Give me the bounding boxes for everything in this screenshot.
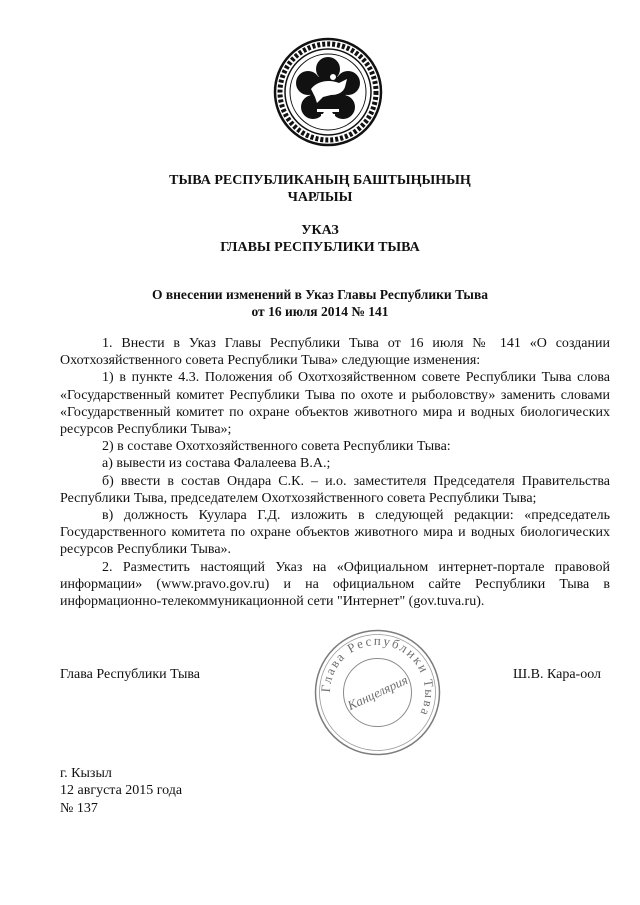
decree-title-line1: УКАЗ	[301, 223, 339, 238]
paragraph: 2) в составе Охотхозяйственного совета Республики Тыва:	[102, 439, 451, 455]
office-stamp	[310, 625, 445, 760]
decree-subject	[0, 286, 640, 320]
decree-subject-line1: О внесении изменений в Указ Главы Республики Тыва	[151, 287, 488, 302]
stamp-inner-text: Канцелярия	[345, 672, 410, 713]
paragraph: а) вывести из состава Фалалеева В.А.;	[102, 456, 331, 472]
decree-footer	[60, 765, 182, 817]
issue-date: 12 августа 2015 года	[60, 783, 183, 799]
paragraph: в) должность Куулара Г.Д. изложить в следующей редакции: «председатель Государственного комитета по охране объектов животного мира и водных биологических ресурсов Республики Тыва».	[60, 508, 610, 558]
decree-number: № 137	[60, 800, 98, 816]
decree-body	[60, 335, 610, 610]
republic-of-tuva-emblem-icon	[273, 37, 383, 147]
decree-title	[0, 222, 640, 256]
signatory-position: Глава Республики Тыва	[60, 667, 201, 682]
paragraph: 1. Внести в Указ Главы Республики Тыва от 16 июля № 141 «О создании Охотхозяйственного совета Республики Тыва» следующие изменения:	[60, 336, 610, 369]
decree-subject-line2: от 16 июля 2014 № 141	[251, 304, 389, 319]
header-title-line1: ТЫВА РЕСПУБЛИКАНЫҢ БАШТЫҢЫНЫҢ	[169, 173, 471, 188]
paragraph: 2. Разместить настоящий Указ на «Официальном интернет-портале правовой информации» (www.pravo.gov.ru) и на официальном сайте Республики Тыва в информационно-телекоммуникационной сети "Интернет" (gov.tuva.ru).	[60, 559, 610, 610]
decree-title-line2: ГЛАВЫ РЕСПУБЛИКИ ТЫВА	[220, 240, 420, 255]
header-title-line2: ЧАРЛЫЫ	[287, 190, 353, 205]
paragraph: б) ввести в состав Ондара С.К. – и.о. заместителя Председателя Правительства Республики Тыва, председателем Охотхозяйственного совета Республики Тыва;	[60, 473, 610, 506]
header-title	[0, 172, 640, 206]
signatory-name: Ш.В. Кара-оол	[513, 667, 602, 682]
issue-city: г. Кызыл	[60, 766, 112, 781]
stamp-outer-text: Глава Республики Тыва	[317, 632, 438, 720]
paragraph: 1) в пункте 4.3. Положения об Охотхозяйственном совете Республики Тыва слова «Государственный комитет Республики Тыва по охоте и рыболовству» заменить словами «Государственный комитет по охране объектов животного мира и водных биологических ресурсов Республики Тыва»;	[60, 370, 610, 438]
